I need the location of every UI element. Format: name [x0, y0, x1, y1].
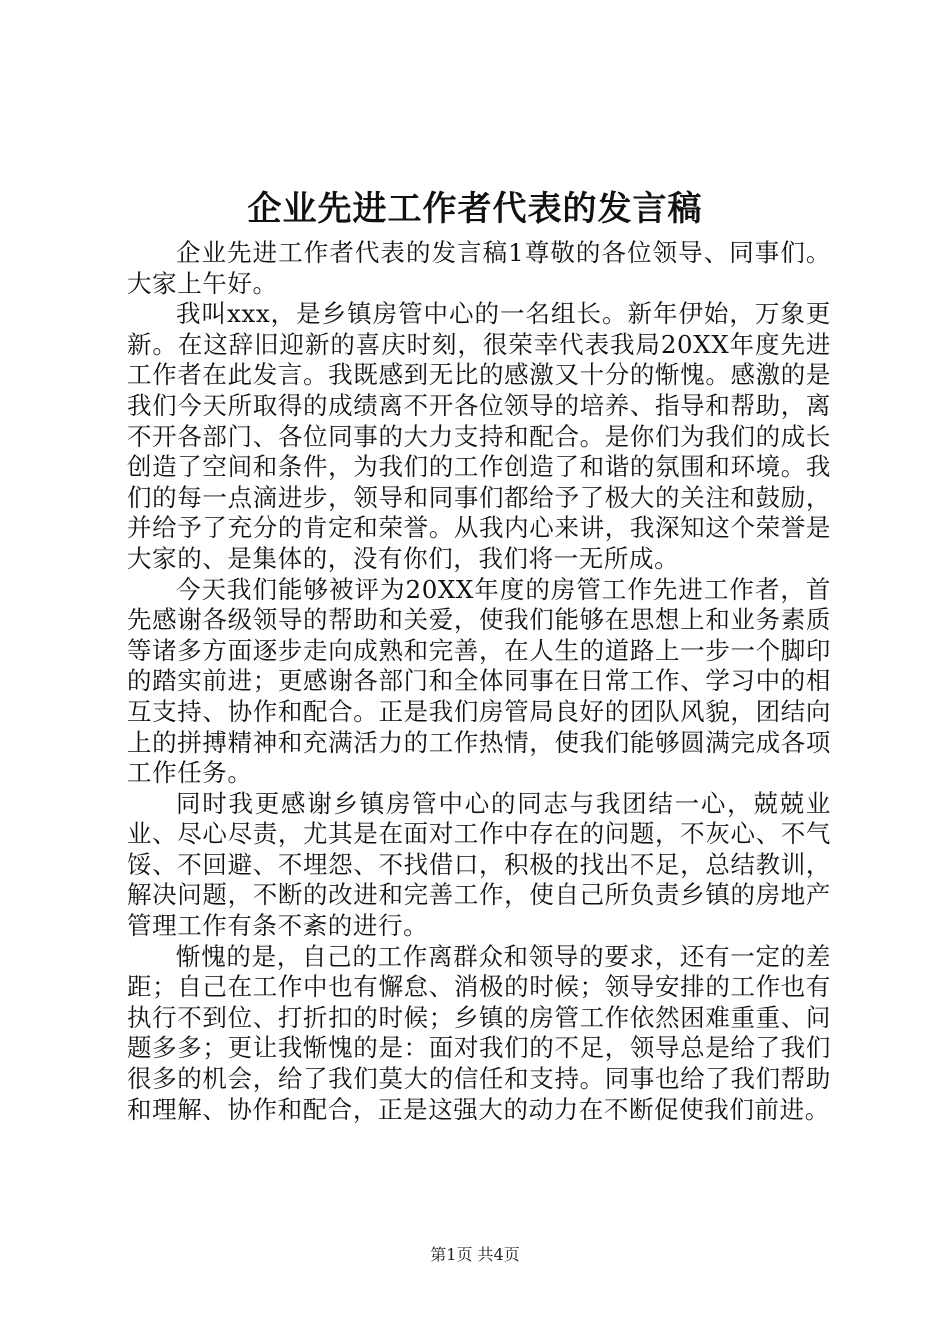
document-body — [127, 238, 831, 1125]
paragraph-introduction: 我叫xxx，是乡镇房管中心的一名组长。新年伊始，万象更新。在这辞旧迎新的喜庆时刻，很荣幸代表我局20XX年度先进工作者在此发言。我既感到无比的感激又十分的惭愧。感激的是我们今天所取得的成绩离不开各位领导的培养、指导和帮助，离不开各部门、各位同事的大力支持和配合。是你们为我们的成长创造了空间和条件，为我们的工作创造了和谐的氛围和环境。我们的每一点滴进步，领导和同事们都给予了极大的关注和鼓励，并给予了充分的肯定和荣誉。从我内心来讲，我深知这个荣誉是大家的、是集体的，没有你们，我们将一无所成。 — [127, 299, 831, 573]
paragraph-shortcomings: 惭愧的是，自己的工作离群众和领导的要求，还有一定的差距；自己在工作中也有懈怠、消极的时候；领导安排的工作也有执行不到位、打折扣的时候；乡镇的房管工作依然困难重重、问题多多；更让我惭愧的是：面对我们的不足，领导总是给了我们很多的机会，给了我们莫大的信任和支持。同事也给了我们帮助和理解、协作和配合，正是这强大的动力在不断促使我们前进。 — [127, 941, 831, 1124]
paragraph-greeting: 企业先进工作者代表的发言稿1尊敬的各位领导、同事们。大家上午好。 — [127, 238, 831, 298]
paragraph-thanks-colleagues: 同时我更感谢乡镇房管中心的同志与我团结一心，兢兢业业、尽心尽责，尤其是在面对工作中存在的问题，不灰心、不气馁、不回避、不埋怨、不找借口，积极的找出不足，总结教训，解决问题，不断的改进和完善工作，使自己所负责乡镇的房地产管理工作有条不紊的进行。 — [127, 788, 831, 941]
paragraph-thanks-leaders: 今天我们能够被评为20XX年度的房管工作先进工作者，首先感谢各级领导的帮助和关爱，使我们能够在思想上和业务素质等诸多方面逐步走向成熟和完善，在人生的道路上一步一个脚印的踏实前进；更感谢各部门和全体同事在日常工作、学习中的相互支持、协作和配合。正是我们房管局良好的团队风貌，团结向上的拼搏精神和充满活力的工作热情，使我们能够圆满完成各项工作任务。 — [127, 574, 831, 788]
page-number-footer: 第1页 共4页 — [430, 1245, 520, 1264]
document-title: 企业先进工作者代表的发言稿 — [247, 189, 703, 229]
